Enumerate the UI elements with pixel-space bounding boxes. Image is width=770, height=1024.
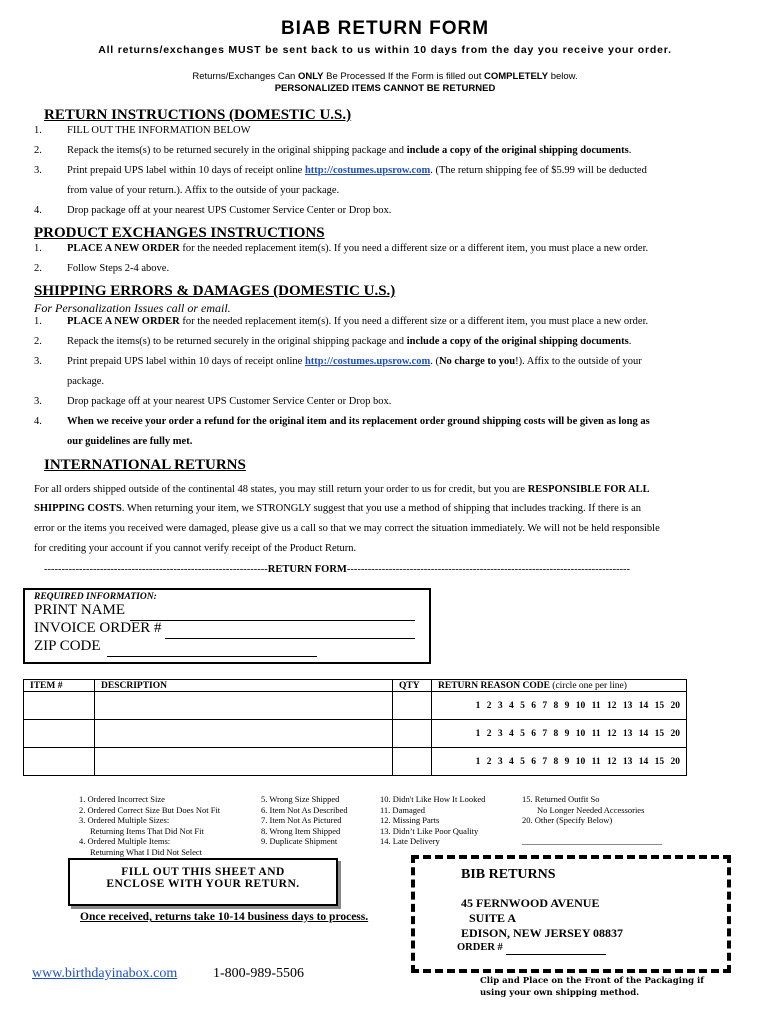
- reason-legend-col-3: 10. Didn't Like How It Looked 11. Damaged 12. Missing Parts 13. Didn’t Like Poor Quality 14. Late Delivery: [380, 794, 486, 846]
- address-suite: SUITE A: [469, 911, 517, 925]
- international-heading: INTERNATIONAL RETURNS: [44, 457, 246, 473]
- return-form-divider: ----------------------------------------------------------------RETURN FORM---------------------------------------------------------------------------------: [44, 564, 631, 575]
- clip-instruction-1: Clip and Place on the Front of the Packaging if: [480, 976, 704, 986]
- reason-codes-cell[interactable]: 1 2 3 4 5 6 7 8 9 10 11 12 13 14 15 20: [432, 748, 687, 776]
- exchanges-heading: PRODUCT EXCHANGES INSTRUCTIONS: [34, 225, 325, 241]
- return-items-table: [23, 679, 687, 776]
- form-title: BIAB RETURN FORM: [280, 18, 490, 39]
- fill-out-stamp: FILL OUT THIS SHEET AND ENCLOSE WITH YOUR RETURN.: [68, 858, 338, 906]
- other-specify-field[interactable]: [522, 844, 662, 845]
- zip-code-label: ZIP CODE: [34, 638, 101, 654]
- col-return-reason: RETURN REASON CODE (circle one per line): [432, 680, 687, 692]
- address-order-field[interactable]: [506, 954, 606, 955]
- domestic-step-3: 3. Print prepaid UPS label within 10 days of receipt online http://costumes.upsrow.com. (The return shipping fee of $5.99 will be deducted: [34, 165, 647, 176]
- col-item-number: ITEM #: [24, 680, 95, 692]
- zip-code-field[interactable]: [107, 656, 317, 657]
- description-cell[interactable]: [95, 720, 393, 748]
- table-row: [24, 720, 687, 748]
- item-number-cell[interactable]: [24, 692, 95, 720]
- description-cell[interactable]: [95, 692, 393, 720]
- item-number-cell[interactable]: [24, 748, 95, 776]
- ups-label-link-2[interactable]: http://costumes.upsrow.com: [304, 356, 431, 367]
- reason-codes-cell[interactable]: 1 2 3 4 5 6 7 8 9 10 11 12 13 14 15 20: [432, 692, 687, 720]
- domestic-step-2: 2. Repack the items(s) to be returned securely in the original shipping package and include a copy of the original shipping documents.: [34, 145, 632, 156]
- reason-codes-cell[interactable]: 1 2 3 4 5 6 7 8 9 10 11 12 13 14 15 20: [432, 720, 687, 748]
- print-name-field[interactable]: [130, 620, 415, 621]
- reason-legend-col-1: 1. Ordered Incorrect Size 2. Ordered Correct Size But Does Not Fit 3. Ordered Multiple Sizes: Returning Items That Did Not Fit 4. Ordered Multiple Items: Returning What I Did Not Select: [79, 794, 221, 857]
- errors-step-2: 2. Repack the items(s) to be returned securely in the original shipping package and include a copy of the original shipping documents.: [34, 336, 632, 347]
- international-line-1: For all orders shipped outside of the continental 48 states, you may still return your order to us for credit, but you are RESPONSIBLE FOR ALL: [34, 484, 650, 495]
- ups-label-link[interactable]: http://costumes.upsrow.com: [304, 165, 431, 176]
- qty-cell[interactable]: [393, 720, 432, 748]
- domestic-heading: RETURN INSTRUCTIONS (DOMESTIC U.S.): [44, 107, 352, 123]
- col-qty: QTY: [393, 680, 432, 692]
- processing-time-note: Once received, returns take 10-14 business days to process.: [80, 911, 369, 923]
- errors-step-1: 1. PLACE A NEW ORDER for the needed replacement item(s). If you need a different size or a different item, you must place a new order.: [34, 316, 649, 327]
- website-link[interactable]: www.birthdayinabox.com: [32, 966, 178, 981]
- qty-cell[interactable]: [393, 748, 432, 776]
- address-order-label: ORDER #: [457, 942, 503, 953]
- table-row: [24, 748, 687, 776]
- address-city: EDISON, NEW JERSEY 08837: [461, 926, 624, 940]
- reason-legend-col-2: 5. Wrong Size Shipped 6. Item Not As Described 7. Item Not As Pictured 8. Wrong Item Shipped 9. Duplicate Shipment: [261, 794, 348, 846]
- shipping-errors-heading: SHIPPING ERRORS & DAMAGES (DOMESTIC U.S.): [34, 283, 396, 299]
- completion-notice: Returns/Exchanges Can ONLY Be Processed If the Form is filled out COMPLETELY below.: [192, 71, 578, 82]
- return-deadline-notice: All returns/exchanges MUST be sent back to us within 10 days from the day you receive your order.: [98, 44, 672, 56]
- errors-step-3-cont: package.: [67, 376, 105, 387]
- domestic-step-3-cont: from value of your return.). Affix to the outside of your package.: [67, 185, 340, 196]
- international-line-2: SHIPPING COSTS. When returning your item, we STRONGLY suggest that you use a method of shipping that includes tracking. If there is an: [34, 503, 642, 514]
- print-name-label: PRINT NAME: [34, 602, 125, 618]
- errors-step-5: 4. When we receive your order a refund for the original item and its replacement order ground shipping costs will be given as long as: [34, 416, 650, 427]
- domestic-step-4: 4. Drop package off at your nearest UPS Customer Service Center or Drop box.: [34, 205, 392, 216]
- reason-legend-col-4: 15. Returned Outfit So No Longer Needed Accessories 20. Other (Specify Below): [522, 794, 645, 825]
- table-row: [24, 692, 687, 720]
- return-address-label: [411, 855, 731, 973]
- required-info-box: [23, 588, 431, 664]
- international-line-4: for crediting your account if you cannot verify receipt of the Product Return.: [34, 543, 357, 554]
- phone-number: 1-800-989-5506: [213, 966, 304, 981]
- invoice-order-label: INVOICE ORDER #: [34, 620, 162, 636]
- address-name: BIB RETURNS: [461, 867, 556, 882]
- errors-step-4: 3. Drop package off at your nearest UPS Customer Service Center or Drop box.: [34, 396, 392, 407]
- clip-instruction-2: using your own shipping method.: [480, 988, 640, 998]
- description-cell[interactable]: [95, 748, 393, 776]
- personalized-notice: PERSONALIZED ITEMS CANNOT BE RETURNED: [274, 83, 496, 94]
- domestic-step-1: 1. FILL OUT THE INFORMATION BELOW: [34, 125, 251, 136]
- international-line-3: error or the items you received were damaged, please give us a call so that we may correct the situation immediately. We will not be held responsible: [34, 523, 660, 534]
- exchange-step-2: 2. Follow Steps 2-4 above.: [34, 263, 170, 274]
- personalization-note: For Personalization Issues call or email.: [34, 301, 231, 315]
- errors-step-5-cont: our guidelines are fully met.: [67, 436, 193, 447]
- col-description: DESCRIPTION: [95, 680, 393, 692]
- required-info-label: REQUIRED INFORMATION:: [34, 592, 157, 602]
- exchange-step-1: 1. PLACE A NEW ORDER for the needed replacement item(s). If you need a different size or a different item, you must place a new order.: [34, 243, 649, 254]
- errors-step-3: 3. Print prepaid UPS label within 10 days of receipt online http://costumes.upsrow.com. (No charge to you!). Affix to the outside of your: [34, 356, 642, 367]
- invoice-order-field[interactable]: [165, 638, 415, 639]
- address-street: 45 FERNWOOD AVENUE: [461, 896, 600, 910]
- item-number-cell[interactable]: [24, 720, 95, 748]
- qty-cell[interactable]: [393, 692, 432, 720]
